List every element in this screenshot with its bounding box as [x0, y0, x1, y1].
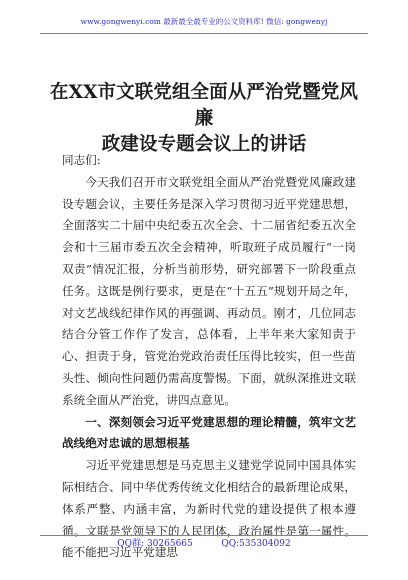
paragraph: 习近平党建思想是马克思主义建党学说同中国具体实际相结合、同中华优秀传统文化相结合的最新理论成果，体系严整、内涵丰富，为新时代党的建设提供了根本遵循。文联是党领导下的人民团体，政治属性是第一属性。能不能把习近平党建思 [62, 458, 356, 560]
section-heading: 一、深刻领会习近平党建思想的理论精髓，筑牢文艺战线绝对忠诚的思想根基 [62, 414, 356, 451]
footer-contact: QQ群: 30265665 QQ:535304092 [117, 539, 291, 549]
title-line-2: 政建设专题会议上的讲话 [101, 134, 307, 155]
paragraph: 今天我们召开市文联党组全面从严治党暨党风廉政建设专题会议，主要任务是深入学习贯彻习近平党建思想，全面落实二十届中央纪委五次全会、十二届省纪委五次全会和十三届市委五次全会精神，听取班子成员履行“一岗双责”情况汇报，分析当前形势，研究部署下一阶段重点任务。这既是例行要求，更是在“十五五”规划开局之年，对文艺战线纪律作风的再强调、再动员。刚才，几位同志结合分管工作作了发言，总体看，上半年来大家知责于心、担责于身，管党治党政治责任压得比较实，但一些苗头性、倾向性问题仍需高度警惕。下面，就纵深推进文联系统全面从严治党，讲四点意见。 [62, 174, 356, 407]
footer-divider [40, 535, 368, 536]
document-title [44, 80, 364, 158]
title-line-1: 在XX市文联党组全面从严治党暨党风廉 [50, 82, 358, 129]
greeting: 同志们: [62, 153, 101, 167]
header-banner: www.gongwenyi.com 最新最全最专业的公文资料库! 微信: gongwenyj [80, 17, 328, 26]
header-divider [40, 33, 368, 34]
document-body [62, 150, 356, 564]
